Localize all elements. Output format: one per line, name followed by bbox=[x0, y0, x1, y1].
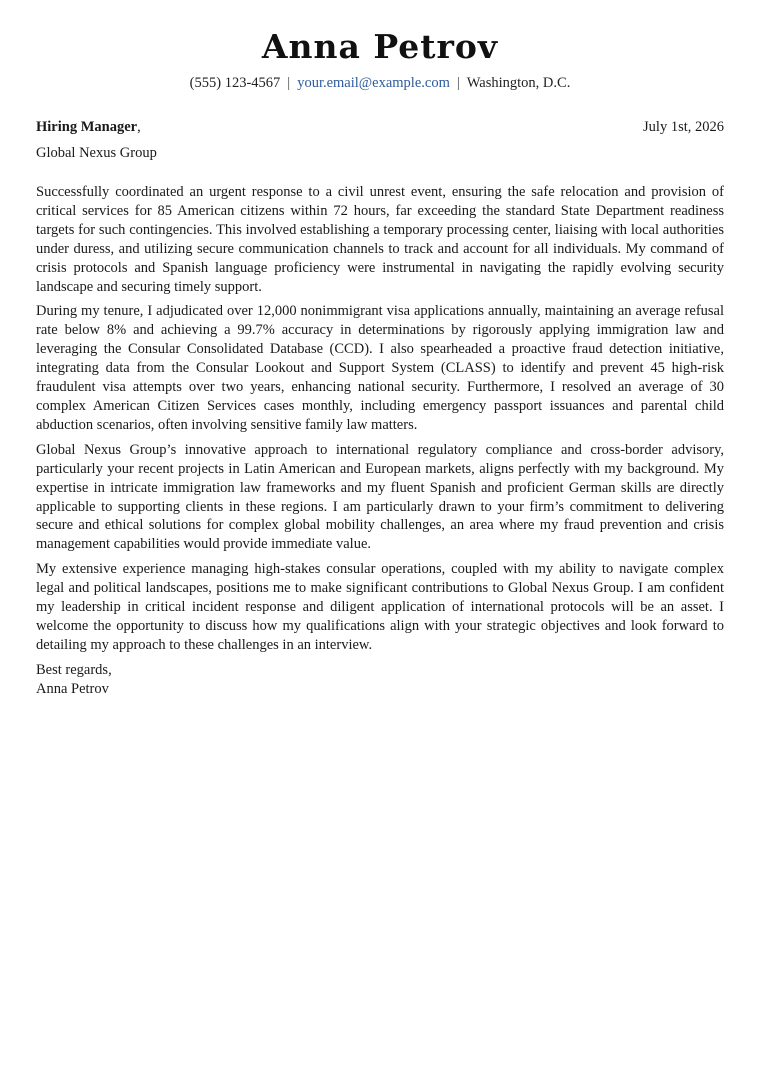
body-paragraph: Global Nexus Group’s innovative approach to international regulatory compliance and cross-border advisory, particularly your recent projects in Latin American and European markets, aligns perfectly with my background. My expertise in intricate immigration law frameworks and my fluent Spanish and proficient German skills are directly applicable to supporting clients in these regions. I am particularly drawn to your firm’s commitment to delivering secure and ethical solutions for complex global mobility challenges, an area where my fraud prevention and crisis management capabilities would provide immediate value. bbox=[36, 441, 724, 553]
recipient-title bbox=[36, 118, 141, 136]
contact-line bbox=[36, 74, 724, 92]
recipient-company: Global Nexus Group bbox=[36, 145, 157, 161]
closing-block bbox=[36, 661, 724, 699]
signature-name: Anna Petrov bbox=[36, 680, 109, 697]
separator: | bbox=[456, 75, 460, 91]
letter-date: July 1st, 2026 bbox=[643, 119, 724, 135]
closing-salutation: Best regards, bbox=[36, 661, 112, 678]
body-paragraph: Successfully coordinated an urgent response to a civil unrest event, ensuring the safe relocation and provision of critical services for 85 American citizens within 72 hours, far exceeding the standard State Department readiness targets for such contingencies. This involved establishing a temporary processing center, liaising with local authorities under duress, and utilizing secure communication channels to track and account for all individuals. My command of crisis protocols and Spanish language proficiency were instrumental in navigating the rapidly evolving security landscape and securing timely support. bbox=[36, 184, 724, 295]
letter-body bbox=[36, 183, 724, 655]
phone-number: (555) 123-4567 bbox=[189, 75, 281, 91]
separator: | bbox=[287, 75, 291, 91]
body-paragraph: During my tenure, I adjudicated over 12,000 nonimmigrant visa applications annually, maintaining an average refusal rate below 8% and achieving a 99.7% accuracy in determinations by rigorously applying immigration law and leveraging the Consular Consolidated Database (CCD). I also spearheaded a proactive fraud detection initiative, integrating data from the Consular Lookout and Support System (CLASS) to identify and prevent 45 high-risk fraudulent visa attempts over two years, enhancing national security. Furthermore, I resolved an average of 30 complex American Citizen Services cases monthly, including emergency passport issuances and parental child abduction scenarios, often involving sensitive family law matters. bbox=[36, 303, 724, 433]
email-link[interactable]: your.email@example.com bbox=[297, 75, 450, 91]
recipient-title-suffix: , bbox=[137, 119, 141, 135]
recipient-title-text: Hiring Manager bbox=[36, 119, 138, 135]
applicant-name: Anna Petrov bbox=[261, 27, 499, 66]
body-paragraph: My extensive experience managing high-stakes consular operations, coupled with my ability to navigate complex legal and political landscapes, positions me to make significant contributions to Global Nexus Group. I am confident my leadership in critical incident response and diligent application of international protocols will be an asset. I welcome the opportunity to discuss how my qualifications align with your strategic objectives and look forward to detailing my approach to these challenges in an interview. bbox=[36, 561, 724, 653]
recipient-date-row bbox=[36, 118, 724, 136]
location: Washington, D.C. bbox=[466, 75, 571, 91]
